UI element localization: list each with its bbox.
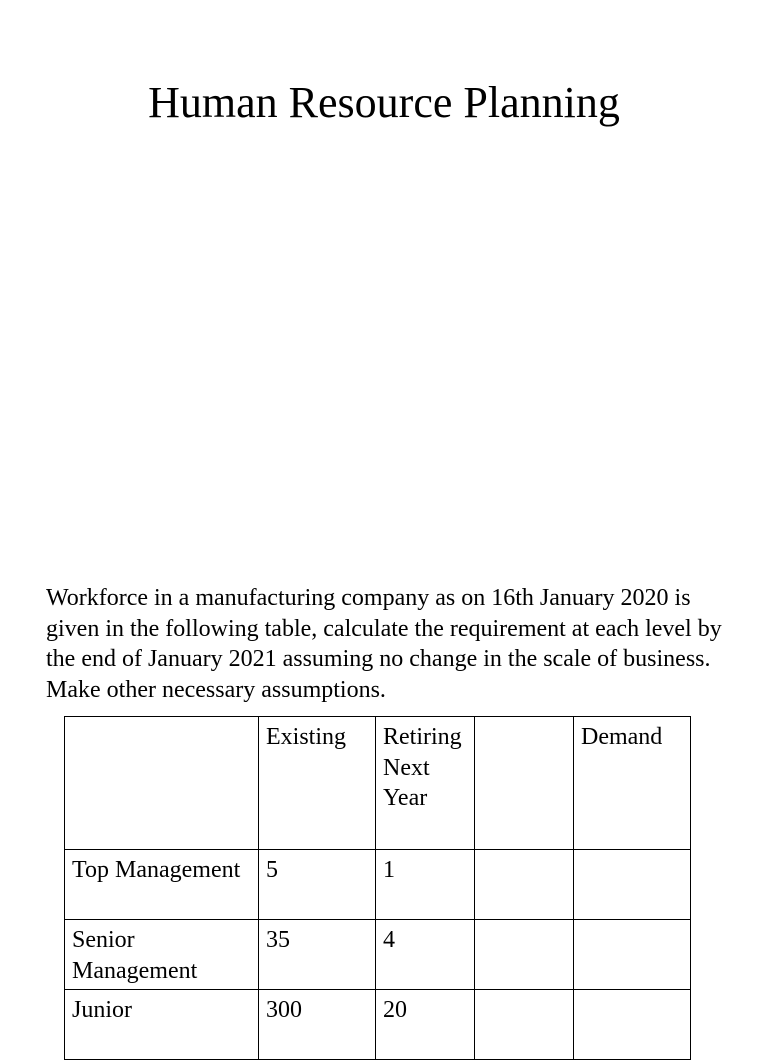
header-cell-demand: Demand [574,717,691,850]
table-cell-demand [574,920,691,990]
table-row [65,990,691,1060]
table-header-row [65,717,691,850]
table-cell-level: Junior [65,990,259,1060]
table-cell-blank [475,990,574,1060]
header-cell-existing: Existing [259,717,376,850]
table-cell-demand [574,850,691,920]
table-cell-retiring: 4 [376,920,475,990]
page-title: Human Resource Planning [148,78,620,127]
table-cell-level: Top Management [65,850,259,920]
table-cell-existing: 5 [259,850,376,920]
table-cell-existing: 300 [259,990,376,1060]
header-cell-level [65,717,259,850]
table-row [65,850,691,920]
table-cell-retiring: 1 [376,850,475,920]
table-cell-level: Senior Management [65,920,259,990]
table-cell-blank [475,850,574,920]
table-cell-retiring: 20 [376,990,475,1060]
table-cell-blank [475,920,574,990]
workforce-table [64,716,691,1060]
intro-paragraph: Workforce in a manufacturing company as on 16th January 2020 is given in the following table, calculate the requirement at each level by the end of January 2021 assuming no change in the scale of business. Make other necessary assumptions. [46,585,722,703]
table-cell-demand [574,990,691,1060]
table-cell-existing: 35 [259,920,376,990]
header-cell-retiring: Retiring Next Year [376,717,475,850]
header-cell-blank [475,717,574,850]
table-row [65,920,691,990]
